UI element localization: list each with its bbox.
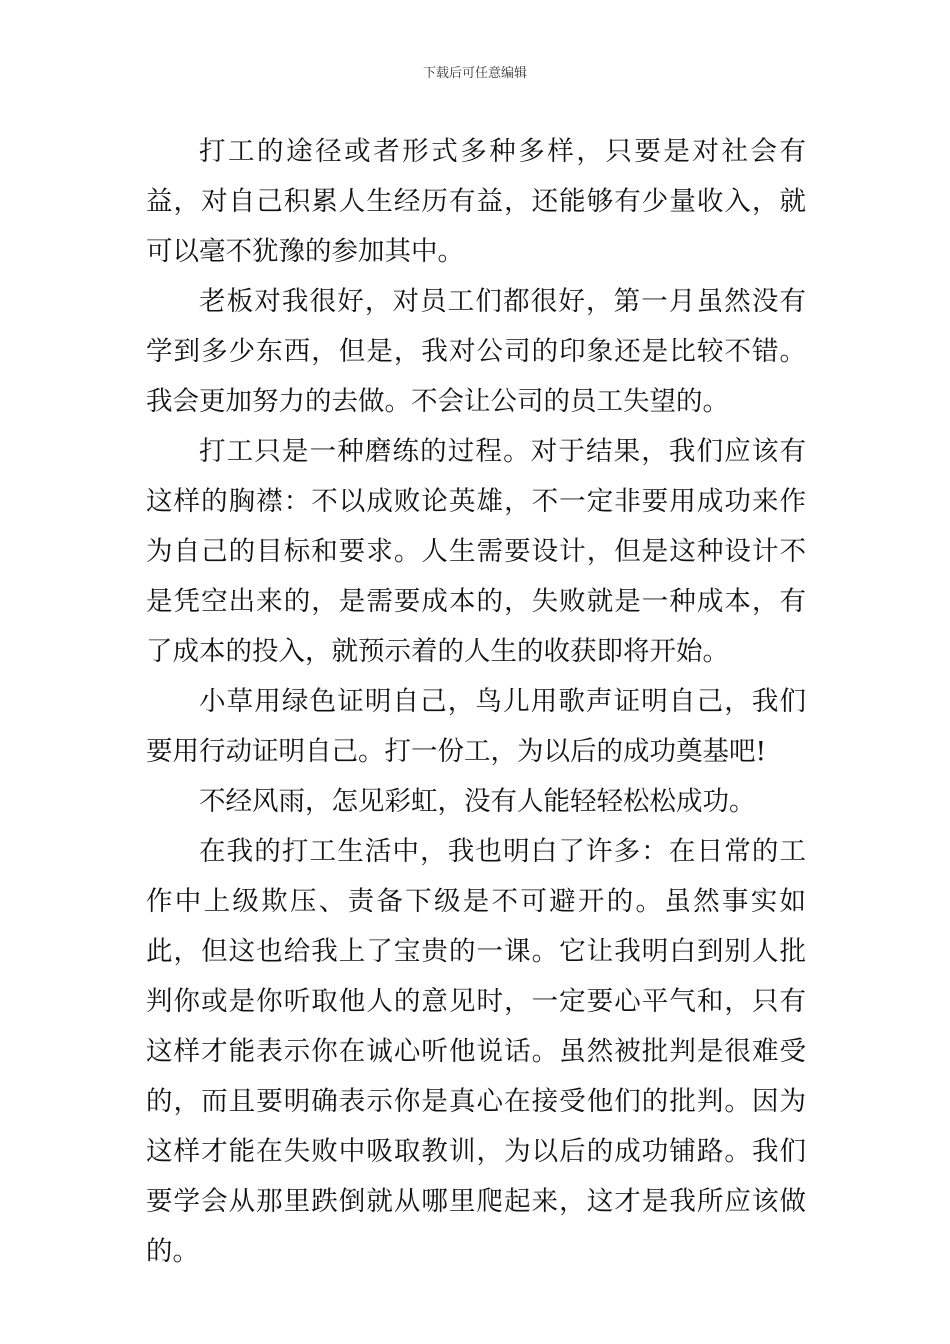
paragraph-4: 小草用绿色证明自己，鸟儿用歌声证明自己，我们要用行动证明自己。打一份工，为以后的成功奠基吧! bbox=[146, 686, 806, 767]
paragraph-1: 打工的途径或者形式多种多样，只要是对社会有益，对自己积累人生经历有益，还能够有少量收入，就可以毫不犹豫的参加其中。 bbox=[146, 136, 806, 267]
paragraph-5: 不经风雨，怎见彩虹，没有人能轻轻松松成功。 bbox=[199, 786, 756, 817]
paragraph-3: 打工只是一种磨练的过程。对于结果，我们应该有这样的胸襟：不以成败论英雄，不一定非要用成功来作为自己的目标和要求。人生需要设计，但是这种设计不是凭空出来的，是需要成本的，失败就是一种成本，有了成本的投入，就预示着的人生的收获即将开始。 bbox=[146, 436, 806, 667]
document-body bbox=[146, 127, 806, 1277]
page-header: 下载后可任意编辑 bbox=[422, 66, 527, 81]
paragraph-6: 在我的打工生活中，我也明白了许多：在日常的工作中上级欺压、责备下级是不可避开的。虽然事实如此，但这也给我上了宝贵的一课。它让我明白到别人批判你或是你听取他人的意见时，一定要心平气和，只有这样才能表示你在诚心听他说话。虽然被批判是很难受的，而且要明确表示你是真心在接受他们的批判。因为这样才能在失败中吸取教训，为以后的成功铺路。我们要学会从那里跌倒就从哪里爬起来，这才是我所应该做的。 bbox=[146, 836, 806, 1267]
paragraph-2: 老板对我很好，对员工们都很好，第一月虽然没有学到多少东西，但是，我对公司的印象还是比较不错。我会更加努力的去做。不会让公司的员工失望的。 bbox=[146, 286, 806, 417]
